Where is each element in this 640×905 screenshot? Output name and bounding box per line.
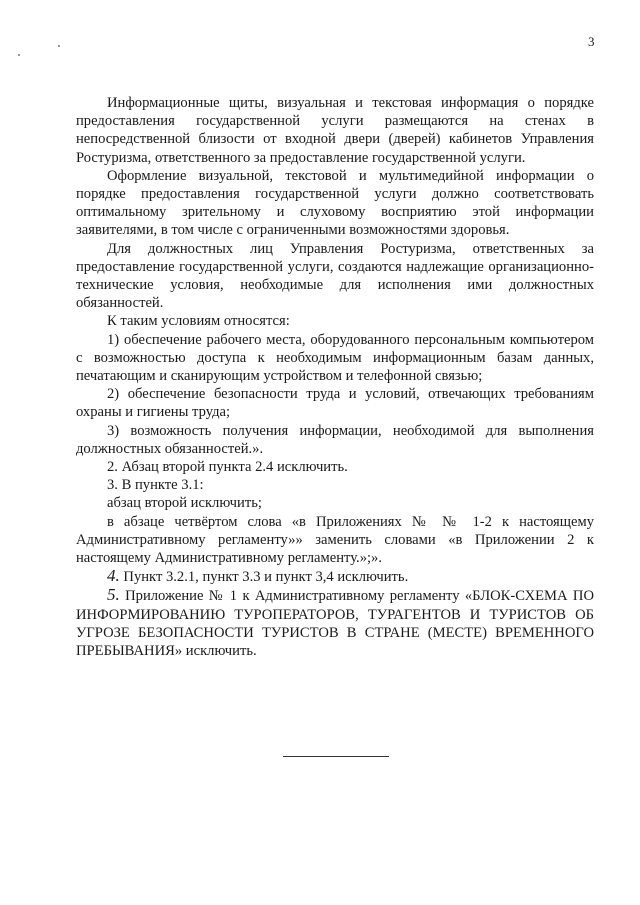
handwritten-number: 5. <box>107 585 120 605</box>
paragraph: 4. Пункт 3.2.1, пункт 3.3 и пункт 3,4 исключить. <box>107 566 409 586</box>
paragraph: 3. В пункте 3.1: <box>107 477 204 494</box>
paragraph: абзац второй исключить; <box>107 495 262 512</box>
paragraph: в абзаце четвёртом слова «в Приложениях № № 1-2 к настоящему Административному регламенту»» заменить словами «в Приложении 2 к настоящему Административному регламенту.»;». <box>76 513 594 567</box>
page-number: 3 <box>588 34 595 49</box>
list-item: 2) обеспечение безопасности труда и условий, отвечающих требованиям охраны и гигиены труда; <box>76 386 594 421</box>
handwritten-number: 4. <box>107 566 120 586</box>
paragraph: К таким условиям относятся: <box>107 313 290 330</box>
list-item: 3) возможность получения информации, необходимой для выполнения должностных обязанностей.». <box>76 422 594 457</box>
scan-speck <box>18 54 20 56</box>
paragraph: Информационные щиты, визуальная и текстовая информация о порядке предоставления государственной услуги размещаются на стенах в непосредственной близости от входной двери (дверей) кабинетов Управления Ростуризма, ответственного за предоставление государственной услуги. <box>76 95 594 166</box>
paragraph: Для должностных лиц Управления Ростуризма, ответственных за предоставление государственной услуги, создаются надлежащие организационно-технические условия, необходимые для исполнения ими должностных обязанностей. <box>76 240 594 312</box>
paragraph: 5. Приложение № 1 к Административному регламенту «БЛОК-СХЕМА ПО ИНФОРМИРОВАНИЮ ТУРОПЕРАТОРОВ, ТУРАГЕНТОВ И ТУРИСТОВ ОБ УГРОЗЕ БЕЗОПАСНОСТИ ТУРИСТОВ В СТРАНЕ (МЕСТЕ) ВРЕМЕННОГО ПРЕБЫВАНИЯ» исключить. <box>76 585 594 660</box>
paragraph: Оформление визуальной, текстовой и мультимедийной информации о порядке предоставления государственной услуги должно соответствовать оптимальному зрительному и слуховому восприятию этой информации заявителями, в том числе с ограниченными возможностями здоровья. <box>76 167 594 239</box>
scan-speck <box>58 45 60 47</box>
paragraph: 2. Абзац второй пункта 2.4 исключить. <box>107 459 348 476</box>
document-body <box>76 94 594 660</box>
list-item: 1) обеспечение рабочего места, оборудованного персональным компьютером с возможностью доступа к необходимым информационным базам данных, печатающим и сканирующим устройством и телефонной связью; <box>76 331 594 385</box>
closing-rule <box>283 756 389 757</box>
